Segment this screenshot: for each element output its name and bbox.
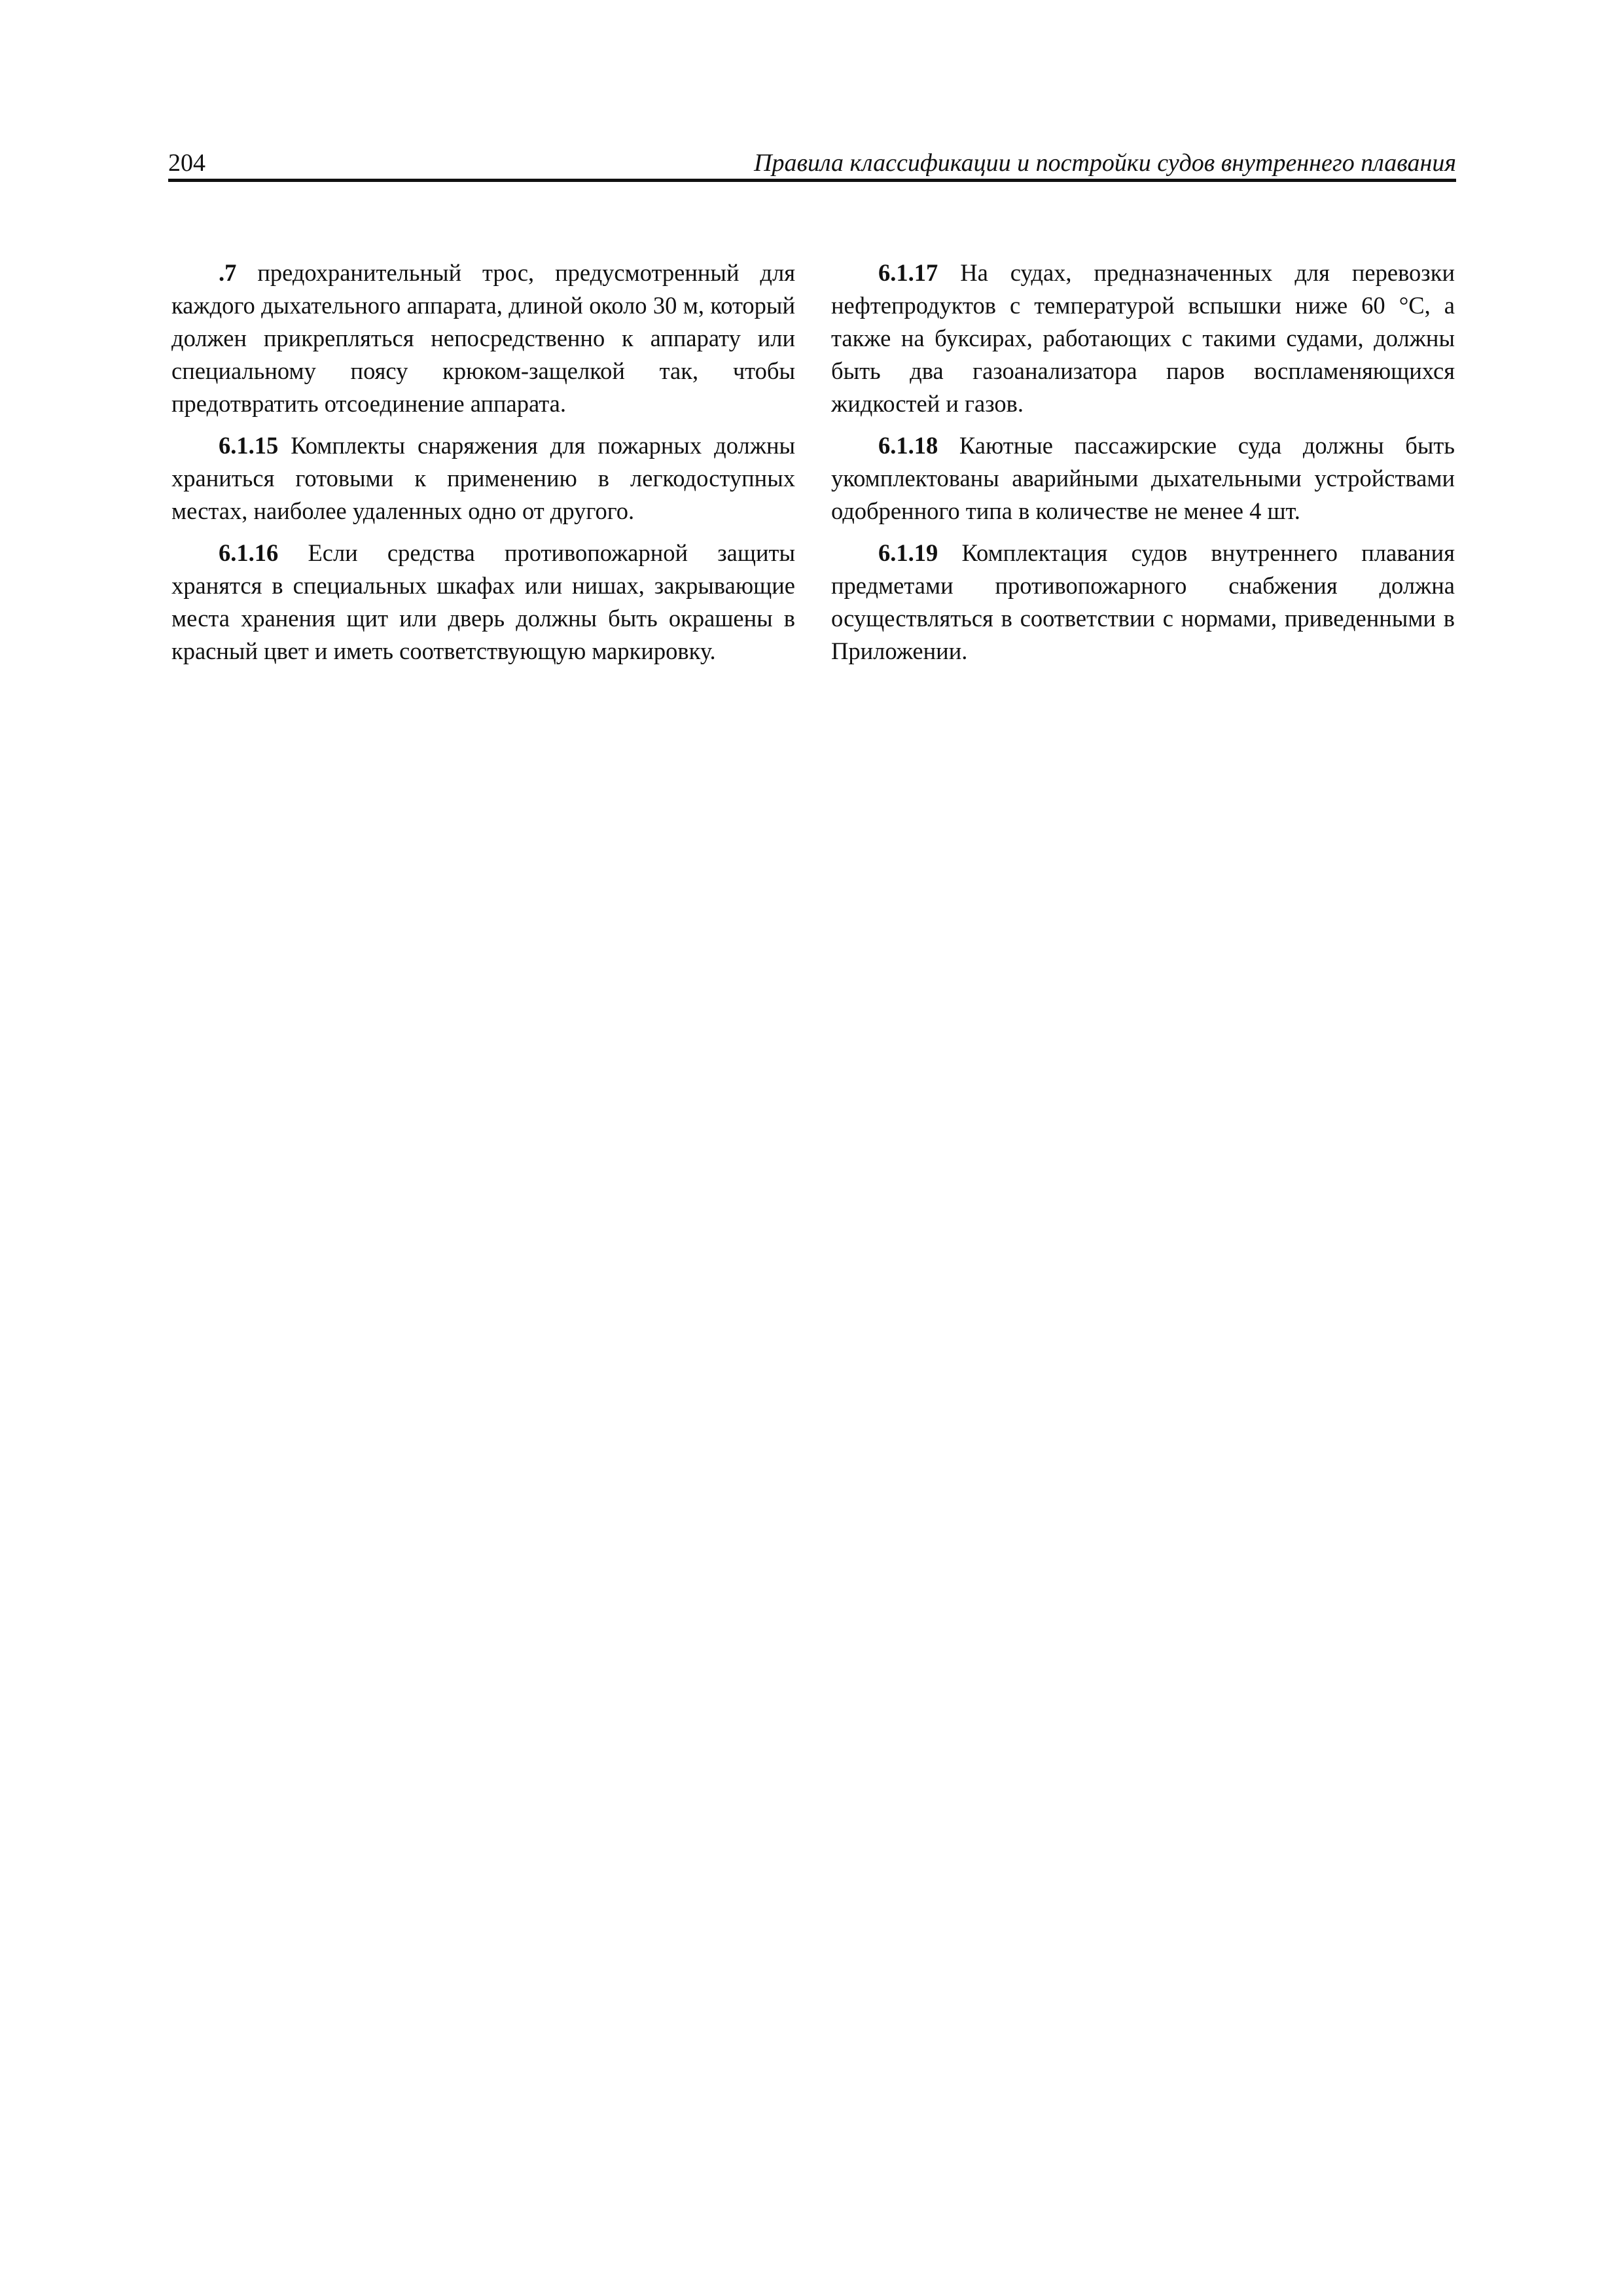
paragraph-6-1-18 (831, 429, 1455, 528)
paragraph-text: Если средства противопожарной защиты хранятся в специальных шкафах или нишах, закрывающие места хранения щит или дверь должны быть окрашены в красный цвет и иметь соответствующую маркировку. (171, 539, 795, 664)
paragraph-text: Комплектация судов внутреннего плавания предметами противопожарного снабжения должна осуществляться в соответствии с нормами, приведенными в Приложении. (831, 539, 1455, 664)
paragraph-6-1-15 (171, 429, 795, 528)
page-number: 204 (168, 149, 205, 177)
section-number: 6.1.17 (878, 259, 938, 286)
left-column (171, 257, 795, 677)
paragraph-text: Комплекты снаряжения для пожарных должны храниться готовыми к применению в легкодоступных местах, наиболее удаленных одно от другого. (171, 432, 795, 524)
paragraph-text: предохранительный трос, предусмотренный для каждого дыхательного аппарата, длиной около 30 м, который должен прикрепляться непосредственно к аппарату или специальному поясу крюком-защелкой так, чтобы предотвратить отсоединение аппарата. (171, 259, 795, 417)
section-number: 6.1.15 (219, 432, 279, 459)
header-rule (168, 179, 1456, 182)
section-number: 6.1.18 (878, 432, 938, 459)
paragraph-item-7 (171, 257, 795, 420)
paragraph-6-1-19 (831, 537, 1455, 668)
item-number: .7 (219, 259, 237, 286)
running-title: Правила классификации и постройки судов внутреннего плавания (754, 149, 1456, 177)
paragraph-6-1-16 (171, 537, 795, 668)
right-column (831, 257, 1455, 677)
section-number: 6.1.16 (219, 539, 279, 566)
paragraph-6-1-17 (831, 257, 1455, 420)
page-header (168, 145, 1456, 182)
paragraph-text: Каютные пассажирские суда должны быть укомплектованы аварийными дыхательными устройствами одобренного типа в количестве не менее 4 шт. (831, 432, 1455, 524)
paragraph-text: На судах, предназначенных для перевозки нефтепродуктов с температурой вспышки ниже 60 °С, а также на буксирах, работающих с такими судами, должны быть два газоанализатора паров воспламеняющихся жидкостей и газов. (831, 259, 1455, 417)
section-number: 6.1.19 (878, 539, 938, 566)
